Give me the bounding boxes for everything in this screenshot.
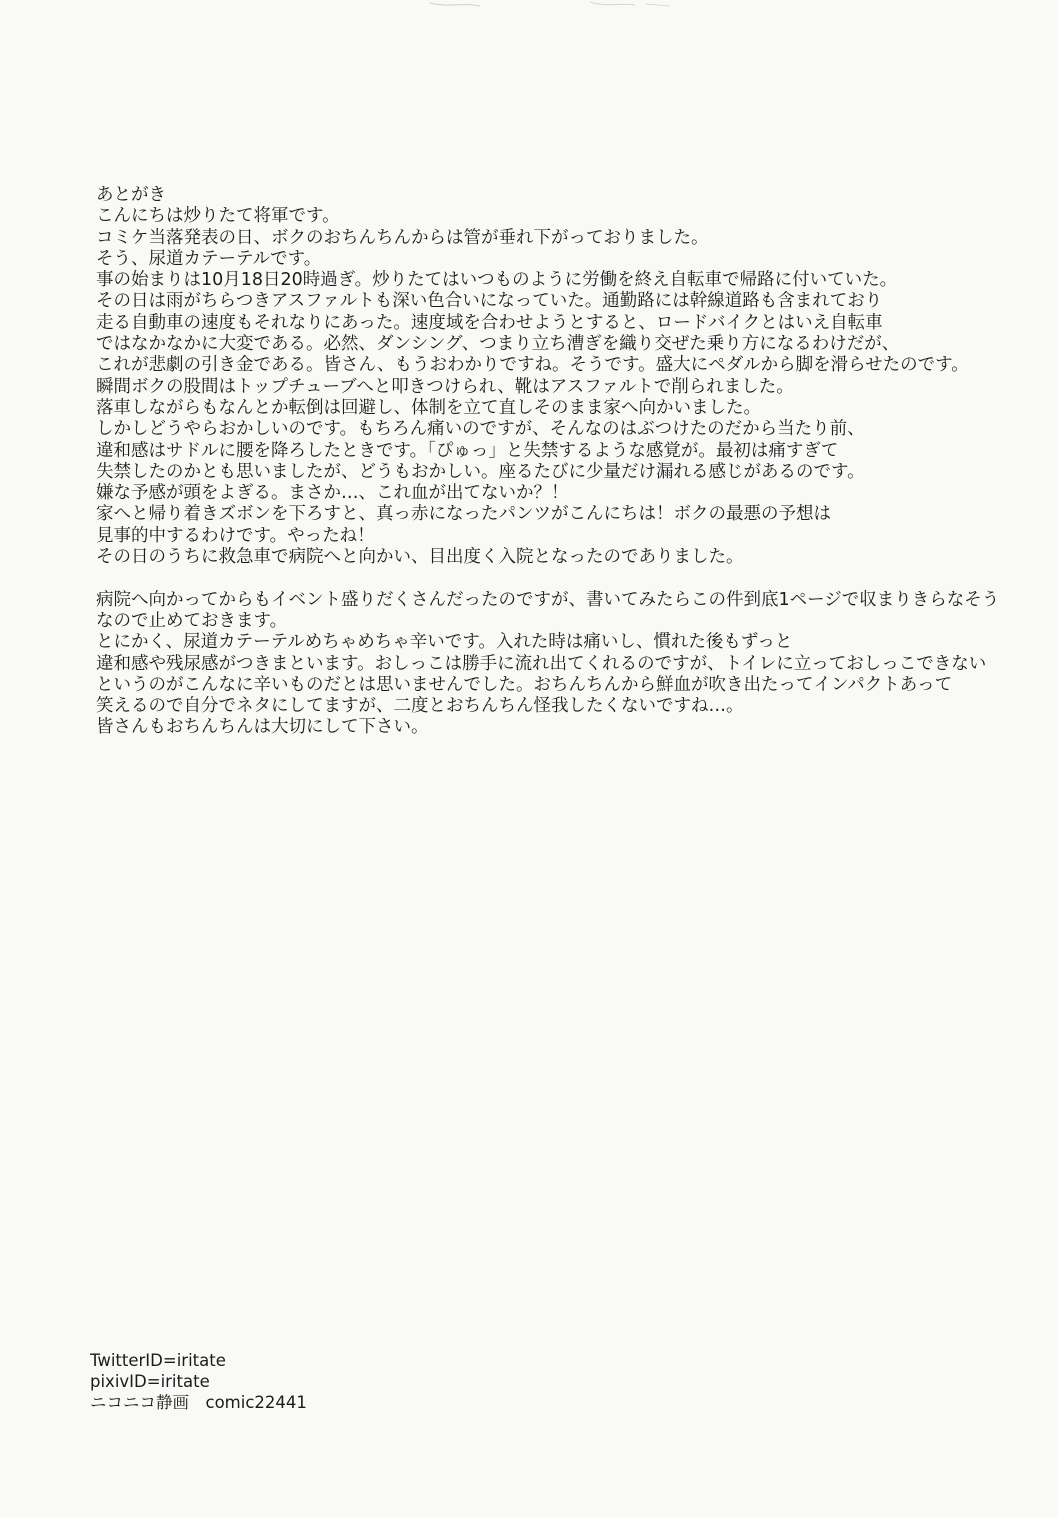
- text-line: 違和感や残尿感がつきまといます。おしっこは勝手に流れ出てくれるのですが、トイレに立っておしっこできない: [96, 653, 987, 674]
- text-line: コミケ当落発表の日、ボクのおちんちんからは管が垂れ下がっておりました。: [96, 227, 709, 248]
- text-line: なので止めておきます。: [96, 610, 288, 631]
- twitter-id: TwitterID=iritate: [90, 1351, 226, 1370]
- text-line: ではなかなかに大変である。必然、ダンシング、つまり立ち漕ぎを織り交ぜた乗り方になるわけだが、: [96, 334, 900, 355]
- afterword-paragraph-1: [96, 206, 1016, 568]
- niconico-id: ニコニコ静画 comic22441: [90, 1393, 307, 1412]
- text-line: 嫌な予感が頭をよぎる。まさか…、これ血が出てないか？！: [96, 483, 569, 504]
- text-line: 落車しながらもなんとか転倒は回避し、体制を立て直しそのまま家へ向かいました。: [96, 397, 761, 418]
- afterword-title: あとがき: [96, 185, 166, 205]
- text-line: 走る自動車の速度もそれなりにあった。速度域を合わせようとすると、ロードバイクとはいえ自転車: [96, 312, 883, 333]
- text-line: 笑えるので自分でネタにしてますが、二度とおちんちん怪我したくないですね…。: [96, 696, 744, 717]
- text-line: こんにちは炒りたて将軍です。: [96, 206, 340, 227]
- text-line: そう、尿道カテーテルです。: [96, 248, 322, 269]
- text-line: これが悲劇の引き金である。皆さん、もうおわかりですね。そうです。盛大にペダルから脚を滑らせたのです。: [96, 355, 969, 376]
- paragraph-gap: [96, 568, 1016, 589]
- text-line: しかしどうやらおかしいのです。もちろん痛いのですが、そんなのはぶつけたのだから当たり前、: [96, 419, 865, 440]
- text-line: その日のうちに救急車で病院へと向かい、目出度く入院となったのでありました。: [96, 547, 744, 568]
- text-line: その日は雨がちらつきアスファルトも深い色合いになっていた。通勤路には幹線道路も含まれており: [96, 291, 883, 312]
- text-line: というのがこんなに辛いものだとは思いませんでした。おちんちんから鮮血が吹き出たってインパクトあって: [96, 674, 953, 695]
- text-line: 見事的中するわけです。やったね！: [96, 525, 375, 546]
- scan-artifact: [420, 0, 680, 12]
- pixiv-id: pixivID=iritate: [90, 1372, 210, 1391]
- afterword-paragraph-2: [96, 590, 1016, 739]
- text-line: 病院へ向かってからもイベント盛りだくさんだったのですが、書いてみたらこの件到底1ページで収まりきらなそう: [96, 589, 1000, 610]
- afterword: [96, 185, 1016, 739]
- text-line: 皆さんもおちんちんは大切にして下さい。: [96, 717, 429, 738]
- author-contacts: [90, 1350, 307, 1413]
- text-line: 瞬間ボクの股間はトップチューブへと叩きつけられ、靴はアスファルトで削られました。: [96, 376, 794, 397]
- text-line: 失禁したのかとも思いましたが、どうもおかしい。座るたびに少量だけ漏れる感じがあるのです。: [96, 461, 865, 482]
- text-line: 家へと帰り着きズボンを下ろすと、真っ赤になったパンツがこんにちは！ボクの最悪の予想は: [96, 504, 831, 525]
- text-line: 事の始まりは10月18日20時過ぎ。炒りたてはいつものように労働を終え自転車で帰路に付いていた。: [96, 270, 898, 291]
- text-line: とにかく、尿道カテーテルめちゃめちゃ辛いです。入れた時は痛いし、慣れた後もずっと: [96, 632, 793, 653]
- text-line: 違和感はサドルに腰を降ろしたときです。「ぴゅっ」と失禁するような感覚が。最初は痛すぎて: [96, 440, 839, 461]
